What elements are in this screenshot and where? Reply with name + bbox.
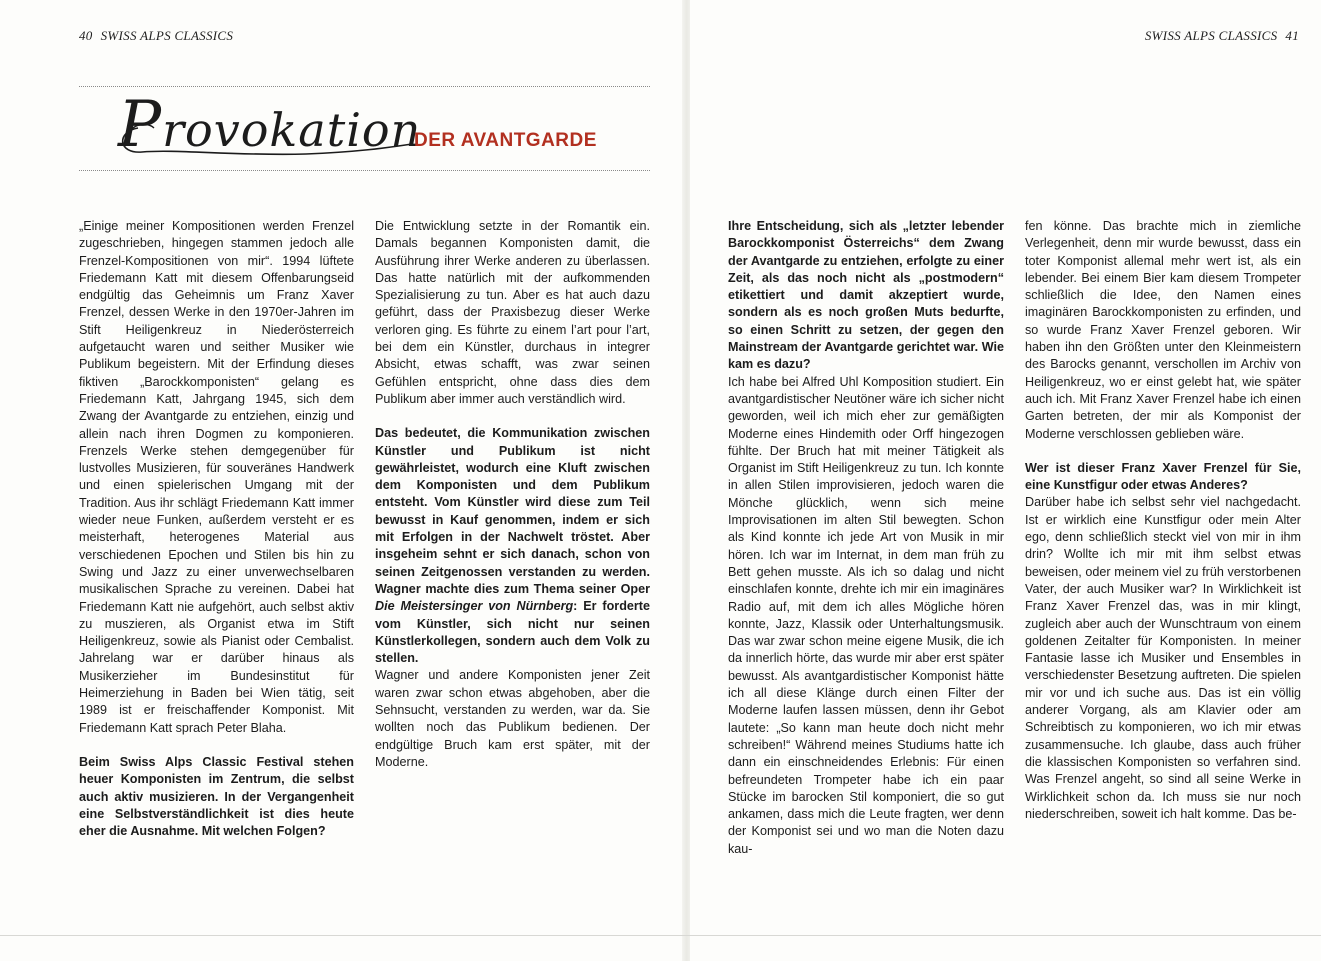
headline-script-word [118,88,421,162]
interview-question: Wer ist dieser Franz Xaver Frenzel für Sie, eine Kunstfigur oder etwas Anderes? [1025,460,1301,493]
opera-title: Die Meistersinger von Nürnberg [375,599,574,614]
left-column-2 [375,218,650,771]
question-text: Das bedeutet, die Kommunikation zwischen Künstler und Publikum ist nicht gewährleistet, wodurch eine Kluft zwischen dem Komponisten und dem Publikum entsteht. Vom Künstler wird diese zum Teil bewusst in Kauf genommen, indem er sich mit Erfolgen in der Nachwelt tröstet. Aber insgeheim sehnt er sich danach, schon von seinen Zeitgenossen verstanden zu werden. Wagner machte dies zum Thema seiner Oper [375,426,650,596]
headline-top-rule [79,86,650,87]
answer-paragraph: Darüber habe ich selbst sehr viel nachgedacht. Ist er wirklich eine Kunstfigur oder mein Alter ego, denn schließlich steckt viel von mir in ihm drin? Wollte ich mir mit ihm selbst etwas beweisen, oder meinem viel zu früh verstorbenen Vater, der auch Musiker war? In Wirklichkeit ist Franz Xaver Frenzel das, was in mir klingt, zugleich aber auch der Wunschtraum von einem goldenen Zeitalter für Komponisten. In meiner Fantasie lasse ich Musiker und Ensembles in verschiedenster Besetzung auftreten. Die spielen mir vor und ich suche aus. Das ist ein völlig anderer Vorgang, als am Klavier oder am Schreibtisch zu komponieren, wo ich mir etwas zusammensuche. Ich glaube, dass auch früher die klassischen Komponisten so verfahren sind. Was Frenzel angeht, so sind all seine Werke in Wirklichkeit schon da. Ich muss sie nur noch niederschreiben, soweit ich halt komme. Das be- [1025,495,1301,821]
right-page [690,0,1321,961]
scan-edge-line [0,935,1321,936]
left-column-1 [79,218,354,840]
answer-paragraph: Ich habe bei Alfred Uhl Komposition studiert. Ein avantgardistischer Neutöner wäre ich sicher nicht geworden, weil ich mich eher zur gemäßigten Moderne eines Hindemith oder Orff hingezogen fühlte. Der Bruch hat mit meiner Tätigkeit als Organist im Stift Heiligenkreuz zu tun. Ich konnte in allen Stilen improvisieren, jedoch waren die Mönche glücklich, wenn sich meine Improvisationen im alten Stil bewegten. Schon als Kind konnte ich jede Art von Musik in mir hören. Ich war im Internat, in dem man früh zu Bett gehen musste. Als ich so dalag und nicht einschlafen konnte, drehte ich mir ein imaginäres Radio auf, mit dem ich alles Mögliche hören konnte, Jazz, Klassik oder Unterhaltungsmusik. Das war zwar schon meine eigene Musik, die ich da innerlich hörte, das wurde mir aber erst später bewusst. Als avantgardistischer Komponist hätte ich all diese Klänge durch einen Filter der Moderne laufen lassen müssen, denn ihr Gebot lautete: „So kann man heute doch nicht mehr schreiben!“ Während meines Studiums hatte ich dann ein einschneidendes Erlebnis: Für einen befreundeten Trompeter habe ich ein paar Stücke im barocken Stil komponiert, die so gut ankamen, dass mich die Leute fragten, wer denn der Komponist sei und wo man die Noten dazu kau- [728,374,1004,856]
answer-paragraph: fen könne. Das brachte mich in ziemliche Verlegenheit, denn mir wurde bewusst, dass ein toter Komponist allemal mehr wert ist, als ein lebender. Bei einem Bier kam diesem Trompeter schließlich die Idee, den Namen eines imaginären Barockkomponisten zu erfinden, und so wurde Franz Xaver Frenzel geboren. Wir haben ihn den Größten unter den Kleinmeistern des Barocks genannt, verschollen im Archiv von Heiligenkreuz, wo er einst gelebt hat, wie später auch ich. Mit Franz Xaver Frenzel habe ich einen Garten betreten, der mir als Komponist der Moderne verschlossen geblieben wäre. [1025,219,1301,441]
left-running-head: SWISS ALPS CLASSICS [100,28,234,43]
interview-question [375,425,650,667]
left-page-number: 40 [79,28,93,43]
right-column-2 [1025,218,1301,823]
headline-subtitle: DER AVANTGARDE [414,130,597,151]
right-page-number: 41 [1285,28,1299,43]
left-folio [79,28,233,44]
headline-initial: P [118,88,163,162]
right-running-head: SWISS ALPS CLASSICS [1144,28,1278,43]
interview-question: Beim Swiss Alps Classic Festival stehen heuer Komponisten im Zentrum, die selbst auch aktiv musizieren. In der Vergangenheit eine Selbstverständlichkeit ist dies heute eher die Ausnahme. Mit welchen Folgen? [79,754,354,839]
answer-paragraph: Wagner und andere Komponisten jener Zeit waren zwar schon etwas abgehoben, aber die Sehnsucht, verstanden zu werden, war da. Sie wollten noch das Publikum bedienen. Der endgültige Bruch kam erst später, mit der Moderne. [375,668,650,769]
answer-paragraph: Die Entwicklung setzte in der Romantik ein. Damals begannen Komponisten damit, die Ausführung ihrer Werke anderen zu überlassen. Das hatte natürlich mit der aufkommenden Spezialisierung zu tun. Aber es hat auch dazu geführt, dass der Praxisbezug dieser Werke verloren ging. Es führte zu einem l’art pour l’art, bei dem ein Künstler, durchaus in integrer Absicht, etwas schafft, was zwar seinen Gefühlen entspricht, ohne dass dies dem Publikum aber immer auch verständlich wird. [375,219,650,406]
right-folio [1145,28,1299,44]
intro-paragraph: „Einige meiner Kompositionen werden Frenzel zugeschrieben, hingegen stammen jedoch alle Frenzel-Kompositionen von mir“. 1994 lüftete Friedemann Katt mit diesem Offenbarungseid endgültig das Geheimnis um Franz Xaver Frenzel, dessen Werke in den 1970er-Jahren im Stift Heiligenkreuz in Niederösterreich aufgetaucht waren und seither Musiker wie Publikum begeistern. Mit der Erfindung dieses fiktiven „Barockkomponisten“ gelang es Friedemann Katt, Jahrgang 1945, sich dem Zwang der Avantgarde zu entziehen, einzig und allein nach ihren Dogmen zu komponieren. Frenzels Werke stehen demgegenüber für lustvolles Musizieren, für souveränes Handwerk und einen spielerischen Umgang mit der Tradition. Aus ihr schlägt Friedemann Katt immer wieder neue Funken, außerdem versteht er es meisterhaft, heterogenes Material aus verschiedenen Epochen und Stilen bis hin zu Swing und Jazz zu einer unverwechselbaren musikalischen Sprache zu vereinen. Dabei hat Friedemann Katt nie aufgehört, auch selbst aktiv zu muszieren, als Organist etwa im Stift Heiligenkreuz, sowie als Pianist oder Cembalist. Jahrelang war er darüber hinaus als Musikerzieher im Bundesinstitut für Heimerziehung in Baden bei Wien tätig, seit 1989 ist er freischaffender Komponist. Mit Friedemann Katt sprach Peter Blaha. [79,219,354,735]
article-headline [118,88,658,162]
headline-bottom-rule [79,170,650,171]
right-column-1 [728,218,1004,858]
interview-question: Ihre Entscheidung, sich als „letzter lebender Barockkomponist Österreichs“ dem Zwang der Avantgarde zu entziehen, erfolgte zu einer Zeit, als das noch nicht als „postmodern“ etikettiert und damit akzeptiert wurde, sondern als es noch großen Muts bedurfte, so einen Schritt zu setzen, der gegen den Mainstream der Avantgarde gerichtet war. Wie kam es dazu? [728,219,1004,372]
question-text-end: : Er forderte vom Künstler, sich nicht nur seinen Künstlerkollegen, sondern auch dem Volk zu stellen. [375,599,650,666]
headline-script-rest: rovokation [162,103,422,157]
